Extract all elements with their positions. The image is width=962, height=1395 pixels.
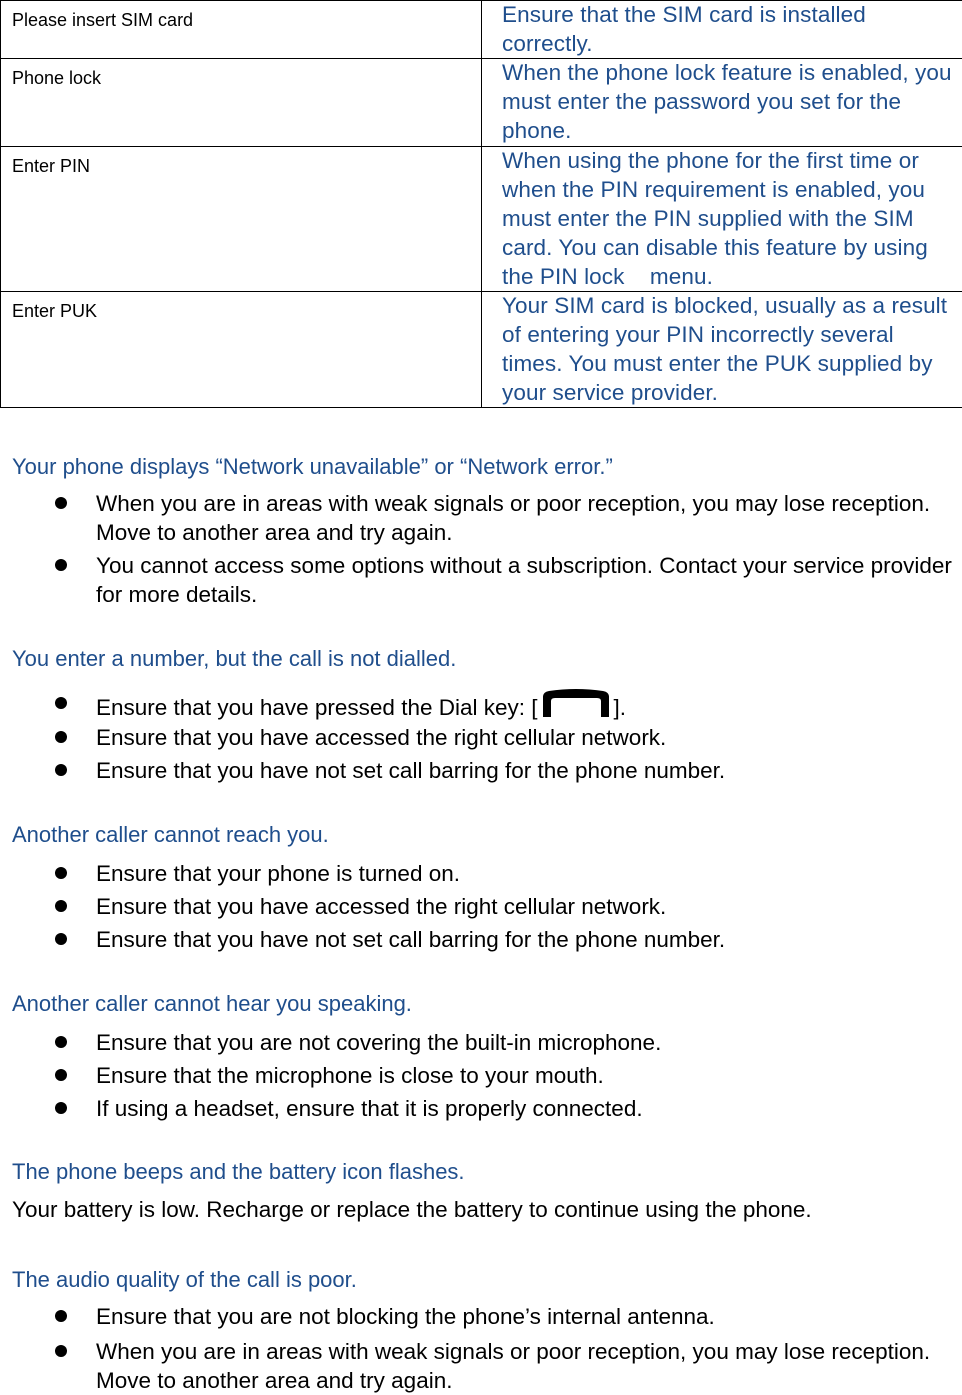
bullet-icon	[55, 867, 67, 879]
dial-key-icon	[539, 689, 613, 719]
message-description: Your SIM card is blocked, usually as a result of entering your PIN incorrectly several times. You must enter the PUK supplied by your service provider.	[482, 292, 962, 408]
bullet-icon	[55, 697, 67, 709]
section-heading-not-dialled: You enter a number, but the call is not dialled.	[12, 645, 456, 673]
bullet-icon	[55, 497, 67, 509]
message-label: Phone lock	[1, 59, 482, 147]
message-label: Enter PIN	[1, 147, 482, 292]
message-description: When the phone lock feature is enabled, you must enter the password you set for the phone.	[482, 59, 962, 147]
section-heading-cannot-hear: Another caller cannot hear you speaking.	[12, 990, 412, 1018]
table-row	[1, 1, 962, 59]
message-description: When using the phone for the first time or when the PIN requirement is enabled, you must enter the PIN supplied with the SIM card. You can disable this feature by using the PIN lock menu.	[482, 147, 962, 292]
section-heading-network: Your phone displays “Network unavailable” or “Network error.”	[12, 453, 613, 481]
bullet-icon	[55, 1036, 67, 1048]
message-description: Ensure that the SIM card is installed correctly.	[482, 1, 962, 59]
bullet-icon	[55, 900, 67, 912]
bullet-icon	[55, 1069, 67, 1081]
table-row	[1, 292, 962, 408]
bullet-icon	[55, 731, 67, 743]
section-heading-audio: The audio quality of the call is poor.	[12, 1266, 357, 1294]
battery-text: Your battery is low. Recharge or replace the battery to continue using the phone.	[12, 1196, 812, 1224]
section-heading-cannot-reach: Another caller cannot reach you.	[12, 821, 329, 849]
bullet-icon	[55, 933, 67, 945]
message-label: Please insert SIM card	[1, 1, 482, 59]
bullet-icon	[55, 559, 67, 571]
bullet-icon	[55, 764, 67, 776]
bullet-icon	[55, 1345, 67, 1357]
message-label: Enter PUK	[1, 292, 482, 408]
section-heading-battery: The phone beeps and the battery icon flashes.	[12, 1158, 465, 1186]
error-message-table	[0, 0, 962, 408]
bullet-icon	[55, 1310, 67, 1322]
table-row	[1, 147, 962, 292]
table-row	[1, 59, 962, 147]
bullet-icon	[55, 1102, 67, 1114]
